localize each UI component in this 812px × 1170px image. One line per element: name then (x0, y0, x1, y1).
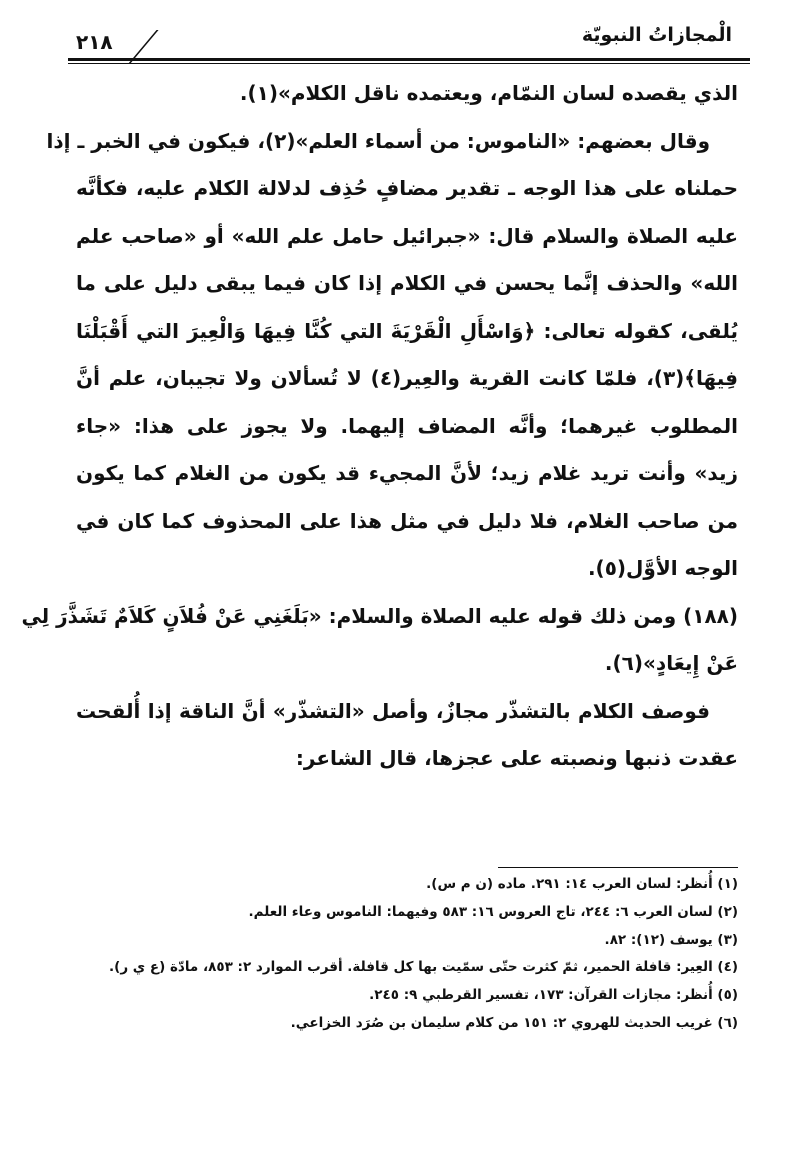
text-line: يُلقى، كقوله تعالى: ﴿وَاسْأَلِ الْقَرْيَةَ التي كُنَّا فِيهَا وَالْعِيرَ التي أَقْبَلْنَا (76, 318, 738, 343)
text-line: الله» والحذف إنَّما يحسن في الكلام إذا كان فيما يبقى دليل على ما (76, 271, 738, 295)
page-number: ٢١٨ (76, 30, 113, 54)
footnote: (١) أُنظر: لسان العرب ١٤: ٢٩١. ماده (ن م س). (426, 876, 738, 892)
text-line: من صاحب الغلام، فلا دليل في مثل هذا على المحذوف كما كان في (76, 508, 738, 533)
text-line: عقدت ذنبها ونصبته على عجزها، قال الشاعر: (295, 746, 738, 770)
footnote: (٤) العِير: قافلة الحمير، ثمّ كثرت حتّى سمّيت بها كل قافلة. أقرب الموارد ٢: ٨٥٣، مادّة (ع ي ر). (109, 959, 738, 976)
footnote: (٦) غريب الحديث للهروي ٢: ١٥١ من كلام سليمان بن صُرَد الخزاعي. (290, 1014, 738, 1031)
footnote: (٣) يوسف (١٢): ٨٢. (604, 931, 738, 948)
text-line: (١٨٨) ومن ذلك قوله عليه الصلاة والسلام: «بَلَغَنِي عَنْ فُلاَنٍ كَلاَمٌ تَشَذَّرَ لِي (21, 603, 738, 628)
text-line: المطلوب غيرهما؛ وأنَّه المضاف إليهما. ولا يجوز على هذا: «جاء (76, 413, 738, 438)
text-line: عليه الصلاة والسلام قال: «جبرائيل حامل علم الله» أو «صاحب علم (76, 223, 738, 248)
text-line: عَنْ إِيعَادٍ»(٦). (604, 651, 738, 675)
book-title: الْمجازاتُ النبويّة (581, 24, 732, 46)
text-line: زيد» وأنت تريد غلام زيد؛ لأنَّ المجيء قد يكون من الغلام كما يكون (76, 461, 738, 485)
footnote: (٢) لسان العرب ٦: ٢٤٤، تاج العروس ١٦: ٥٨٣ وفيهما: الناموس وعاء العلم. (248, 903, 738, 920)
text-line: وقال بعضهم: «الناموس: من أسماء العلم»(٢)، فيكون في الخبر ـ إذا (46, 128, 710, 153)
header-rule (68, 58, 750, 61)
footnote: (٥) أُنظر: مجازات القرآن: ١٧٣، تفسير القرطبي ٩: ٢٤٥. (369, 987, 738, 1004)
main-text (21, 70, 738, 783)
header-rule-thin (68, 63, 750, 64)
text-line: الوجه الأوَّل(٥). (587, 556, 738, 580)
footnotes (80, 871, 738, 1038)
text-line: الذي يقصده لسان النمّام، ويعتمده ناقل الكلام»(١). (239, 81, 738, 105)
text-line: حملناه على هذا الوجه ـ تقدير مضافٍ حُذِف لدلالة الكلام عليه، فكأنَّه (76, 176, 738, 200)
text-line: فِيهَا﴾(٣)، فلمّا كانت القرية والعِير(٤) لا تُسألان ولا تجيبان، علم أنَّ (76, 366, 738, 390)
text-line: فوصف الكلام بالتشذّر مجازٌ، وأصل «التشذّر» أنَّ الناقة إذا أُلقحت (76, 698, 710, 723)
footnote-separator (498, 867, 738, 868)
